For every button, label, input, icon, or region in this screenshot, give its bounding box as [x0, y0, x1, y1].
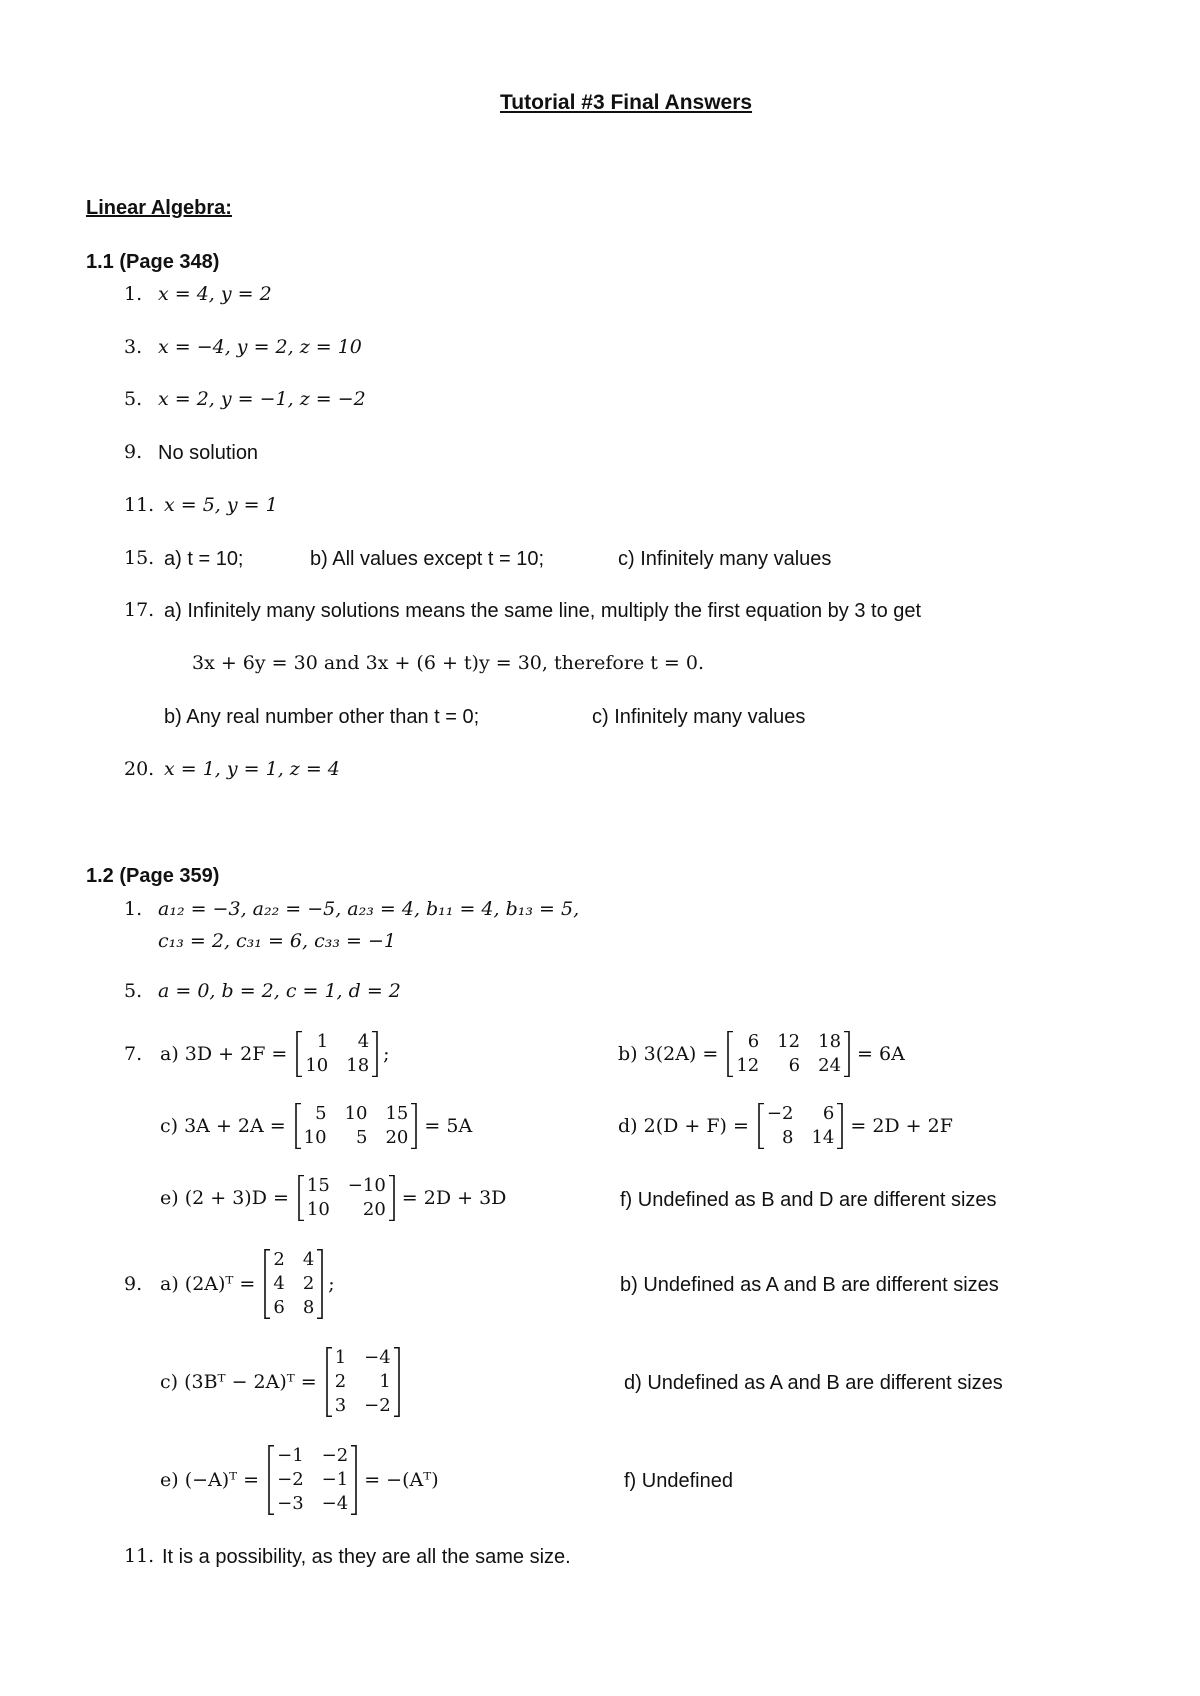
- answer-1-1-11: x = 5, y = 1: [164, 494, 278, 516]
- matrix-cell: 2: [302, 1273, 315, 1294]
- matrix-cell: 1: [334, 1347, 347, 1368]
- matrix-bracket-right: [388, 1175, 396, 1221]
- answer-1-1-17a: a) Infinitely many solutions means the same line, multiply the first equation by 3 to get: [164, 600, 922, 622]
- suffix: = 6A: [857, 1042, 905, 1065]
- matrix-cell: 5: [356, 1127, 368, 1148]
- matrix-bracket-right: [393, 1347, 401, 1417]
- section-heading: Linear Algebra:: [86, 197, 232, 219]
- answer-1-2-7b: [618, 1026, 905, 1082]
- matrix-bracket-right: [316, 1249, 324, 1319]
- answer-1-1-17c: c) Infinitely many values: [592, 706, 806, 728]
- matrix-cell: 18: [346, 1055, 370, 1076]
- answer-1-1-15a: a) t = 10;: [164, 548, 244, 570]
- matrix-bracket-left: [297, 1175, 305, 1221]
- matrix-cell: 18: [818, 1031, 842, 1052]
- matrix-cell: 10: [344, 1103, 368, 1124]
- matrix-cell: −3: [277, 1493, 304, 1514]
- matrix-cell: 12: [736, 1055, 760, 1076]
- answer-1-1-20: x = 1, y = 1, z = 4: [164, 758, 340, 780]
- matrix-grid: [267, 1445, 358, 1515]
- label: c) (3Bᵀ − 2A)ᵀ =: [160, 1370, 317, 1393]
- item-number: 17.: [124, 599, 155, 621]
- matrix-bracket-left: [295, 1031, 303, 1077]
- matrix-bracket-right: [410, 1103, 418, 1149]
- subsection-heading-1-1: 1.1 (Page 348): [86, 251, 220, 273]
- subsection-heading-1-2: 1.2 (Page 359): [86, 865, 220, 887]
- suffix: = 5A: [424, 1114, 473, 1137]
- matrix-cell: 6: [747, 1031, 760, 1052]
- item-number: 11.: [124, 494, 155, 516]
- label: b) 3(2A) =: [618, 1042, 719, 1065]
- matrix-bracket-right: [836, 1103, 844, 1149]
- item-number: 5.: [124, 980, 143, 1002]
- matrix-cell: 20: [362, 1199, 386, 1220]
- matrix-cell: 1: [379, 1371, 391, 1392]
- label: c) 3A + 2A =: [160, 1114, 286, 1137]
- answer-1-1-9: No solution: [158, 442, 259, 464]
- matrix-cell: −4: [321, 1493, 349, 1514]
- answer-1-1-17-equation: 3x + 6y = 30 and 3x + (6 + t)y = 30, therefore t = 0.: [192, 652, 704, 674]
- matrix-bracket-left: [726, 1031, 734, 1077]
- item-number: 15.: [124, 547, 155, 569]
- page-title: Tutorial #3 Final Answers: [500, 91, 753, 114]
- matrix-7a: [295, 1031, 379, 1077]
- item-number: 1.: [124, 898, 143, 920]
- matrix-cell: 6: [788, 1055, 801, 1076]
- answer-1-2-7e: [160, 1170, 506, 1226]
- label: e) (2 + 3)D =: [160, 1186, 289, 1209]
- suffix: ;: [383, 1042, 390, 1065]
- matrix-cell: 3: [334, 1395, 347, 1416]
- matrix-grid: [295, 1031, 379, 1077]
- matrix-grid: [726, 1031, 851, 1077]
- matrix-cell: 6: [822, 1103, 835, 1124]
- answer-1-2-7a: [160, 1026, 390, 1082]
- answer-1-2-7f: f) Undefined as B and D are different sizes: [620, 1189, 997, 1211]
- matrix-7e: [297, 1175, 396, 1221]
- matrix-bracket-right: [350, 1445, 358, 1515]
- suffix: ;: [328, 1272, 335, 1295]
- matrix-cell: 8: [782, 1127, 794, 1148]
- matrix-cell: 14: [811, 1127, 835, 1148]
- item-number: 3.: [124, 336, 143, 358]
- label: a) 3D + 2F =: [160, 1042, 288, 1065]
- matrix-cell: 2: [334, 1371, 347, 1392]
- answer-1-2-9e: [160, 1438, 439, 1522]
- answer-1-2-7c: [160, 1098, 472, 1154]
- matrix-grid: [757, 1103, 844, 1149]
- item-number: 7.: [124, 1043, 143, 1065]
- matrix-bracket-left: [757, 1103, 765, 1149]
- matrix-cell: 6: [273, 1297, 285, 1318]
- matrix-cell: 10: [306, 1199, 330, 1220]
- answer-1-1-15c: c) Infinitely many values: [618, 548, 832, 570]
- item-number: 1.: [124, 283, 143, 305]
- matrix-cell: −2: [321, 1445, 349, 1466]
- matrix-bracket-left: [263, 1249, 271, 1319]
- suffix: = −(Aᵀ): [364, 1468, 439, 1491]
- matrix-cell: 8: [302, 1297, 315, 1318]
- matrix-cell: 10: [303, 1127, 327, 1148]
- matrix-cell: −1: [277, 1445, 304, 1466]
- item-number: 9.: [124, 441, 143, 463]
- matrix-9c: [325, 1347, 401, 1417]
- matrix-cell: 1: [316, 1031, 329, 1052]
- answer-1-2-9b: b) Undefined as A and B are different sizes: [620, 1274, 999, 1296]
- matrix-cell: −2: [766, 1103, 794, 1124]
- label: e) (−A)ᵀ =: [160, 1468, 260, 1491]
- matrix-cell: −10: [347, 1175, 386, 1196]
- answer-1-1-15b: b) All values except t = 10;: [310, 548, 545, 570]
- matrix-9a: [263, 1249, 324, 1319]
- matrix-7d: [757, 1103, 844, 1149]
- suffix: = 2D + 3D: [401, 1186, 507, 1209]
- answer-1-1-3: x = −4, y = 2, z = 10: [158, 336, 362, 358]
- answer-1-2-9f: f) Undefined: [624, 1470, 733, 1492]
- matrix-7b: [726, 1031, 851, 1077]
- matrix-9e: [267, 1445, 358, 1515]
- matrix-cell: 15: [385, 1103, 409, 1124]
- suffix: = 2D + 2F: [850, 1114, 953, 1137]
- answer-1-2-1-line2: c₁₃ = 2, c₃₁ = 6, c₃₃ = −1: [158, 930, 396, 952]
- matrix-cell: −4: [364, 1347, 391, 1368]
- matrix-cell: −2: [364, 1395, 391, 1416]
- matrix-cell: 10: [305, 1055, 329, 1076]
- matrix-bracket-right: [843, 1031, 851, 1077]
- item-number: 11.: [124, 1545, 155, 1567]
- answer-1-2-1-line1: a₁₂ = −3, a₂₂ = −5, a₂₃ = 4, b₁₁ = 4, b₁₃ = 5,: [158, 898, 580, 920]
- matrix-cell: 4: [302, 1249, 315, 1270]
- answer-1-2-7d: [618, 1098, 953, 1154]
- matrix-cell: 4: [357, 1031, 370, 1052]
- matrix-cell: 12: [777, 1031, 801, 1052]
- matrix-cell: 24: [818, 1055, 842, 1076]
- matrix-bracket-left: [267, 1445, 275, 1515]
- matrix-cell: −1: [321, 1469, 349, 1490]
- matrix-cell: −2: [277, 1469, 304, 1490]
- matrix-grid: [294, 1103, 419, 1149]
- item-number: 5.: [124, 388, 143, 410]
- answer-1-1-17b: b) Any real number other than t = 0;: [164, 706, 480, 728]
- answer-1-2-11: It is a possibility, as they are all the same size.: [162, 1546, 571, 1568]
- matrix-cell: 2: [273, 1249, 285, 1270]
- matrix-bracket-left: [325, 1347, 333, 1417]
- answer-1-1-5: x = 2, y = −1, z = −2: [158, 388, 366, 410]
- matrix-cell: 5: [315, 1103, 327, 1124]
- answer-1-2-9c: [160, 1340, 401, 1424]
- answer-1-2-5: a = 0, b = 2, c = 1, d = 2: [158, 980, 401, 1002]
- matrix-cell: 15: [306, 1175, 330, 1196]
- answer-1-2-9d: d) Undefined as A and B are different sizes: [624, 1372, 1003, 1394]
- item-number: 20.: [124, 758, 155, 780]
- matrix-grid: [263, 1249, 324, 1319]
- matrix-cell: 4: [273, 1273, 285, 1294]
- label: d) 2(D + F) =: [618, 1114, 749, 1137]
- matrix-7c: [294, 1103, 419, 1149]
- matrix-grid: [325, 1347, 401, 1417]
- answer-1-1-1: x = 4, y = 2: [158, 283, 272, 305]
- answer-1-2-9a: [160, 1242, 335, 1326]
- matrix-bracket-left: [294, 1103, 302, 1149]
- matrix-bracket-right: [371, 1031, 379, 1077]
- matrix-cell: 20: [385, 1127, 409, 1148]
- label: a) (2A)ᵀ =: [160, 1272, 256, 1295]
- item-number: 9.: [124, 1273, 143, 1295]
- matrix-grid: [297, 1175, 396, 1221]
